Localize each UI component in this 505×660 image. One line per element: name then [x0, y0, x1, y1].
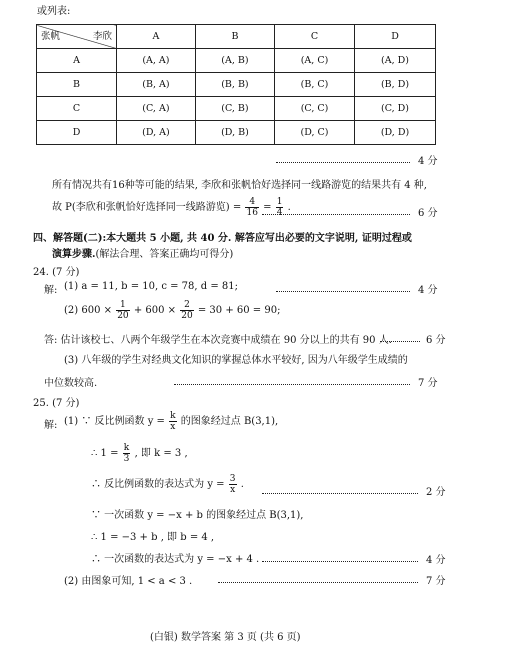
- line3-prefix: ∴ 反比例函数的表达式为 y =: [91, 479, 225, 490]
- q24-part3: (3) 八年级的学生对经典文化知识的掌握总体水平较好, 因为八年级学生成绩的: [64, 355, 408, 366]
- q25-line2: [91, 443, 188, 464]
- table-cell: (C, D): [355, 97, 436, 121]
- table-row: [37, 73, 436, 97]
- fraction-den: x: [230, 485, 236, 495]
- dotted-leader: [262, 493, 418, 494]
- table-cell: (D, D): [355, 121, 436, 145]
- table-cell: (A, D): [355, 49, 436, 73]
- score-mark: 6 分: [426, 335, 446, 346]
- q24-heading: 24. (7 分): [33, 267, 80, 278]
- line3-suffix: .: [240, 479, 244, 490]
- part2-result: = 30 + 60 = 90;: [197, 305, 281, 316]
- table-row: [37, 97, 436, 121]
- fraction-num: 1: [116, 300, 129, 311]
- line1-prefix: (1) ∵ 反比例函数 y =: [64, 416, 165, 427]
- dotted-leader: [276, 291, 410, 292]
- probability-prefix: 故 P(李欣和张帆恰好选择同一线路游览) =: [52, 202, 242, 213]
- dotted-leader: [276, 162, 410, 163]
- equals-sign: =: [263, 202, 272, 213]
- table-cell: (A, A): [117, 49, 196, 73]
- intro-text: 或列表:: [37, 6, 71, 17]
- line1-suffix: 的图象经过点 B(3,1),: [180, 416, 279, 427]
- table-cell: (B, A): [117, 73, 196, 97]
- fraction-den: x: [170, 422, 176, 432]
- table-header-row: [37, 25, 436, 49]
- table-cell: (D, A): [117, 121, 196, 145]
- table-cell: (C, B): [195, 97, 274, 121]
- table-cell: (B, B): [195, 73, 274, 97]
- corner-row-label: 张帆: [41, 31, 61, 42]
- table-cell: (B, C): [275, 73, 355, 97]
- fraction-num: k: [170, 411, 176, 421]
- q24-answer: 答: 估计该校七、八两个年级学生在本次竞赛中成绩在 90 分以上的共有 90 人.: [44, 335, 392, 346]
- q25-line7: (2) 由图象可知, 1 < a < 3 .: [64, 576, 193, 587]
- fraction-den: 20: [117, 311, 129, 321]
- fraction: [169, 411, 176, 432]
- dotted-leader: [218, 582, 418, 583]
- line2-prefix: ∴ 1 =: [91, 448, 119, 459]
- table-cell: (A, B): [195, 49, 274, 73]
- score-mark: 6 分: [418, 208, 438, 219]
- score-mark: 7 分: [426, 576, 446, 587]
- q25-line1: [64, 411, 278, 432]
- q25-line3: [91, 474, 244, 495]
- score-mark: 7 分: [418, 378, 438, 389]
- table-row: [37, 49, 436, 73]
- col-header: B: [195, 25, 274, 49]
- q25-line6: ∴ 一次函数的表达式为 y = −x + 4 .: [91, 554, 260, 565]
- fraction: [245, 197, 258, 218]
- page-footer: (白银) 数学答案 第 3 页 (共 6 页): [150, 632, 301, 643]
- q24-part2: [64, 300, 280, 321]
- table-row: [37, 121, 436, 145]
- fraction-den: 20: [181, 311, 193, 321]
- score-mark: 4 分: [418, 285, 438, 296]
- col-header: D: [355, 25, 436, 49]
- section-subtitle: [52, 245, 233, 260]
- part2-prefix: (2) 600 ×: [64, 305, 112, 316]
- q25-line4: ∵ 一次函数 y = −x + b 的图象经过点 B(3,1),: [91, 510, 304, 521]
- row-header: C: [37, 97, 117, 121]
- fraction-den: 4: [276, 208, 283, 218]
- section-title: 四、解答题(二):本大题共 5 小题, 共 40 分. 解答应写出必要的文字说明, 证明过程或: [33, 233, 412, 244]
- table-cell: (C, C): [275, 97, 355, 121]
- table-corner-cell: [37, 25, 117, 49]
- summary-line: 所有情况共有16种等可能的结果, 李欣和张帆恰好选择同一线路游览的结果共有 4 种,: [52, 180, 427, 191]
- fraction: [180, 300, 193, 321]
- row-header: D: [37, 121, 117, 145]
- score-mark: 2 分: [426, 487, 446, 498]
- fraction-num: 4: [245, 197, 258, 208]
- score-mark: 4 分: [426, 555, 446, 566]
- fraction-den: 3: [123, 454, 130, 464]
- col-header: A: [117, 25, 196, 49]
- q24-part3-cont: 中位数较高.: [44, 378, 98, 389]
- table-cell: (C, A): [117, 97, 196, 121]
- dotted-leader: [262, 561, 418, 562]
- probability-line: [52, 197, 291, 218]
- table-cell: (D, B): [195, 121, 274, 145]
- fraction-num: 1: [276, 197, 283, 207]
- row-header: A: [37, 49, 117, 73]
- q25-heading: 25. (7 分): [33, 398, 80, 409]
- q25-solution-label: 解:: [44, 420, 58, 431]
- period: .: [287, 202, 291, 213]
- fraction-den: 16: [246, 208, 258, 218]
- section-subtitle-bold: 演算步骤.: [52, 249, 96, 260]
- fraction: [229, 474, 237, 495]
- line2-suffix: , 即 k = 3 ,: [134, 448, 188, 459]
- score-mark: 4 分: [418, 156, 438, 167]
- q24-part1: (1) a = 11, b = 10, c = 78, d = 81;: [64, 281, 238, 292]
- part2-middle: + 600 ×: [133, 305, 177, 316]
- dotted-leader: [262, 214, 410, 215]
- row-header: B: [37, 73, 117, 97]
- outcome-table: [36, 24, 436, 145]
- table-cell: (D, C): [275, 121, 355, 145]
- corner-col-label: 李欣: [92, 31, 112, 42]
- section-subtitle-note: (解法合理、答案正确均可得分): [95, 249, 234, 260]
- q24-solution-label: 解:: [44, 285, 58, 296]
- fraction-num: 3: [229, 474, 236, 484]
- fraction: [123, 443, 131, 464]
- fraction-num: 2: [180, 300, 193, 311]
- table-cell: (A, C): [275, 49, 355, 73]
- dotted-leader: [380, 341, 420, 342]
- dotted-leader: [174, 384, 410, 385]
- col-header: C: [275, 25, 355, 49]
- fraction: [116, 300, 129, 321]
- table-cell: (B, D): [355, 73, 436, 97]
- fraction-num: k: [123, 443, 130, 453]
- q25-line5: ∴ 1 = −3 + b , 即 b = 4 ,: [91, 532, 215, 543]
